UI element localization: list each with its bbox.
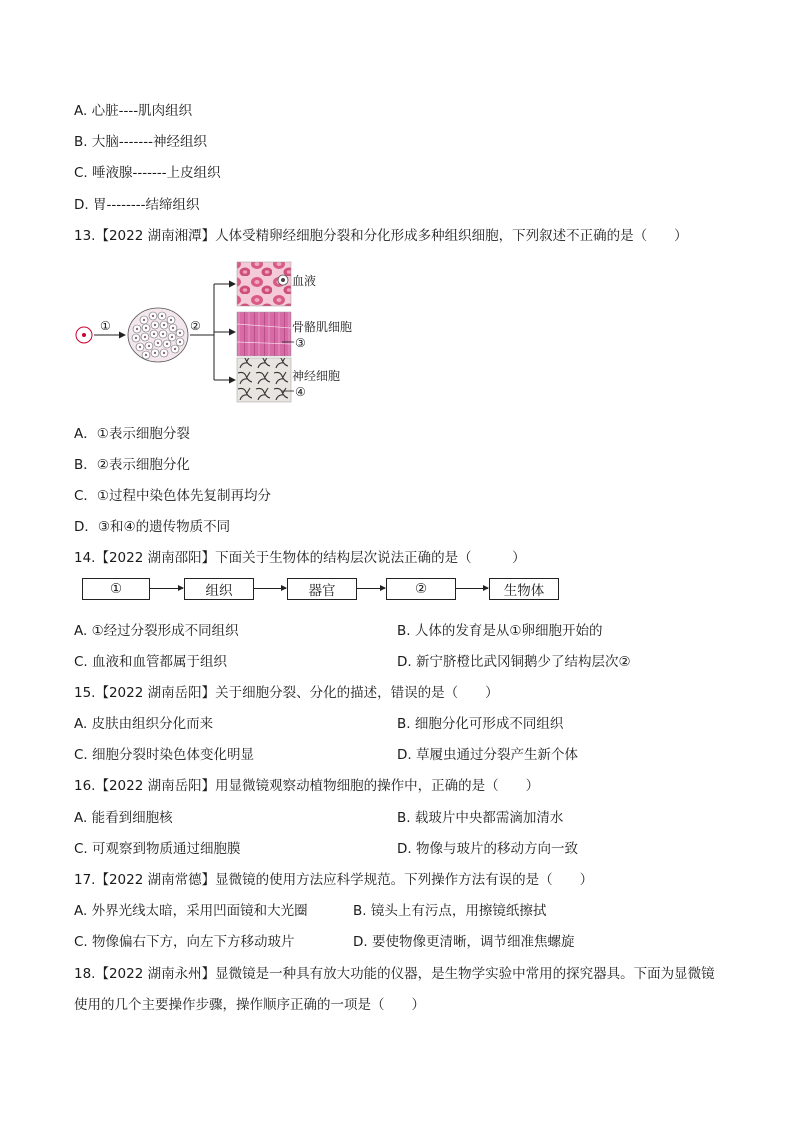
q12-option-a: A. 心脏----肌肉组织 — [74, 103, 193, 119]
flow-box-1: ① — [82, 578, 150, 600]
flow-box-tissue: 组织 — [184, 578, 254, 600]
step-1-label: ① — [100, 319, 111, 333]
flow-arrow — [150, 588, 183, 589]
flow-box-organism: 生物体 — [489, 578, 559, 600]
q17-option-a: A. 外界光线太暗，采用凹面镜和大光圈 — [74, 903, 308, 919]
q17-option-c: C. 物像偏右下方，向左下方移动玻片 — [74, 934, 295, 950]
q16-option-a: A. 能看到细胞核 — [74, 810, 173, 826]
q17-option-b: B. 镜头上有污点，用擦镜纸擦拭 — [353, 903, 547, 919]
q17-stem: 17.【2022 湖南常德】显微镜的使用方法应科学规范。下列操作方法有误的是（ ） — [74, 872, 594, 888]
q14-option-d: D. 新宁脐橙比武冈铜鹅少了结构层次② — [397, 654, 631, 670]
q14-option-c: C. 血液和血管都属于组织 — [74, 654, 228, 670]
q13-option-d: D．③和④的遗传物质不同 — [74, 519, 231, 535]
flow-arrow — [357, 588, 385, 589]
structure-levels-flow — [82, 578, 562, 604]
q16-option-b: B. 载玻片中央都需滴加清水 — [397, 810, 564, 826]
label-nerve: 神经细胞 — [292, 369, 341, 383]
q12-option-b: B. 大脑-------神经组织 — [74, 134, 207, 150]
q15-option-a: A. 皮肤由组织分化而来 — [74, 716, 214, 732]
q15-option-d: D. 草履虫通过分裂产生新个体 — [397, 747, 578, 763]
q15-option-c: C. 细胞分裂时染色体变化明显 — [74, 747, 255, 763]
step-2-label: ② — [190, 319, 201, 333]
q15-stem: 15.【2022 湖南岳阳】关于细胞分裂、分化的描述，错误的是（ ） — [74, 685, 499, 701]
flow-arrow — [254, 588, 286, 589]
q15-option-b: B. 细胞分化可形成不同组织 — [397, 716, 564, 732]
q14-option-b: B. 人体的发育是从①卵细胞开始的 — [397, 623, 603, 639]
q13-diagram — [74, 258, 374, 408]
marker-4: ④ — [295, 385, 306, 399]
q13-option-b: B．②表示细胞分化 — [74, 457, 190, 473]
label-blood: 血液 — [292, 274, 317, 288]
q18-stem-line-1: 18.【2022 湖南永州】显微镜是一种具有放大功能的仪器，是生物学实验中常用的探究器具。下面为显微镜 — [74, 966, 715, 982]
cell-development-diagram — [74, 258, 374, 408]
flow-box-organ: 器官 — [287, 578, 357, 600]
q16-option-c: C. 可观察到物质通过细胞膜 — [74, 841, 241, 857]
flow-box-2: ② — [386, 578, 456, 600]
q16-option-d: D. 物像与玻片的移动方向一致 — [397, 841, 578, 857]
q13-stem: 13.【2022 湖南湘潭】人体受精卵经细胞分裂和分化形成多种组织细胞，下列叙述不正确的是（ ） — [74, 228, 688, 244]
q18-stem-line-2: 使用的几个主要操作步骤，操作顺序正确的一项是（ ） — [74, 997, 425, 1013]
q13-option-a: A．①表示细胞分裂 — [74, 426, 190, 442]
q16-stem: 16.【2022 湖南岳阳】用显微镜观察动植物细胞的操作中，正确的是（ ） — [74, 778, 540, 794]
skeletal-muscle-image — [237, 312, 291, 356]
q14-option-a: A. ①经过分裂形成不同组织 — [74, 623, 239, 639]
cell-cluster-icon — [128, 308, 188, 362]
q13-option-c: C．①过程中染色体先复制再均分 — [74, 488, 272, 504]
marker-3: ③ — [295, 336, 306, 350]
label-muscle: 骨骼肌细胞 — [292, 320, 353, 334]
flow-arrow — [456, 588, 488, 589]
q12-option-c: C. 唾液腺-------上皮组织 — [74, 165, 221, 181]
q12-option-d: D. 胃--------结缔组织 — [74, 197, 200, 213]
q14-stem: 14.【2022 湖南邵阳】下面关于生物体的结构层次说法正确的是（ ） — [74, 550, 526, 566]
q17-option-d: D. 要使物像更清晰，调节细准焦螺旋 — [353, 934, 575, 950]
nerve-cells-image — [237, 358, 291, 402]
